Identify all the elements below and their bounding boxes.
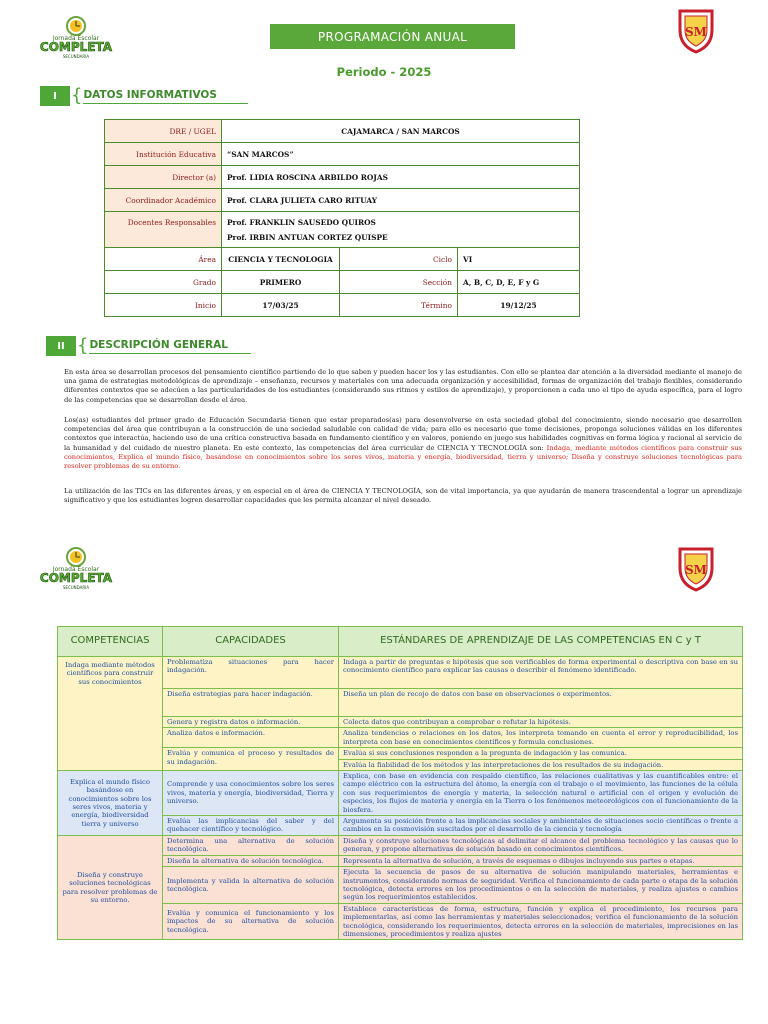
standard-item: Diseña y construye soluciones tecnológicas al delimitar el alcance del problema tecnológico y las causas que lo generan, y propone alternativas de solución basado en conocimientos científicos. [339,835,743,855]
competency-disena: Diseña y construye soluciones tecnológicas para resolver problemas de su entorno. [58,835,163,939]
capacity-item: Diseña la alternativa de solución tecnológica. [163,855,339,866]
period-label: Periodo - 2025 [336,65,432,79]
brace-icon: { [71,85,83,106]
section-number: II [46,336,76,356]
svg-text:COMPLETA: COMPLETA [39,571,113,585]
standard-item: Evalúa si sus conclusiones responden a la pregunta de indagación y las comunica. [339,748,743,759]
teacher-2: Prof. IRBIN ANTUAN CORTEZ QUISPE [227,232,388,242]
school-shield-logo-2 [676,546,716,592]
start-value: 17/03/25 [222,294,340,317]
capacity-item: Evalúa y comunica el proceso y resultados de su indagación. [163,748,339,771]
svg-text:Jornada Escolar: Jornada Escolar [52,566,100,573]
header-estandares: ESTÁNDARES DE APRENDIZAJE DE LAS COMPETENCIAS EN C y T [339,627,743,657]
capacity-item: Diseña estrategias para hacer indagación. [163,689,339,717]
header-competencias: COMPETENCIAS [58,627,163,657]
capacity-item: Evalúa las implicancias del saber y del quehacer científico y tecnológico. [163,816,339,836]
end-value: 19/12/25 [458,294,580,317]
school-program-logo [36,12,116,62]
info-table [104,119,580,317]
coordinator-label: Coordinador Académico [105,189,222,212]
institution-value: “SAN MARCOS” [222,143,580,166]
standard-item: Colecta datos que contribuyan a comprobar o refutar la hipótesis. [339,717,743,728]
capacity-item: Implementa y valida la alternativa de solución tecnológica. [163,867,339,904]
area-value: CIENCIA Y TECNOLOGIA [222,248,340,271]
description-paragraph-2-text: Los(as) estudiantes del primer grado de Educación Secundaria tienen que estar preparados(as) para desenvolverse en esta sociedad global del conocimiento, siendo necesario que desarrollen competencias del área que contribuyan a la construcción de una sociedad saludable con calidad de vida; para ello es necesario que tome decisiones, proponga soluciones válidas en los diferentes contextos que interactúa, haciendo uso de una crítica constructiva basada en fundamento científico y en valores, poniendo en juego sus habilidades cognitivas en forma lógica y racional al servicio de la humanidad y del cuidado de nuestro planeta. En este contexto, las competencias del área curricular de CIENCIA Y TECNOLOGÍA son: [64,416,742,452]
standard-item: Evalúa la fiabilidad de los métodos y las interpretaciones de los resultados de su indagación. [339,759,743,770]
teachers-label: Docentes Responsables [105,212,222,248]
capacity-item: Evalúa y comunica el funcionamiento y los impactos de su alternativa de solución tecnológica. [163,903,339,940]
grade-value: PRIMERO [222,271,340,294]
section-label: Sección [340,271,458,294]
section-descripcion-general [46,336,251,356]
competencies-highlight: Indaga, mediante métodos científicos para construir sus conocimientos, Explica el mundo físico, basándose en conocimientos sobre los seres vivos, materia y energía, biodiversidad, tierra y universo; Diseña y construye soluciones tecnológicas para resolver problemas de su entorno. [64,443,742,471]
start-label: Inicio [105,294,222,317]
section-title: DESCRIPCIÓN GENERAL [89,339,251,354]
section-number: I [40,86,70,106]
cycle-label: Ciclo [340,248,458,271]
competencies-table [57,626,743,940]
brace-icon: { [77,335,89,356]
header-capacidades: CAPACIDADES [163,627,339,657]
standard-item: Indaga a partir de preguntas e hipótesis que son verificables de forma experimental o descriptiva con base en su conocimiento científico para explicar las causas o describir el fenómeno identificado. [339,657,743,689]
standard-item: Ejecuta la secuencia de pasos de su alternativa de solución manipulando materiales, herramientas e instrumentos, considerando normas de seguridad. Verifica el funcionamiento de cada parte o etapa de la solución tecnológica, detecta errores en los procedimientos o en la selección de materiales, y realiza ajustes o cambios según los requerimientos establecidos. [339,867,743,904]
svg-text:COMPLETA: COMPLETA [39,40,113,54]
capacity-item: Analiza datos e información. [163,728,339,748]
section-datos-informativos [40,86,248,106]
coordinator-value: Prof. CLARA JULIETA CARO RITUAY [222,189,580,212]
school-program-logo-2 [36,543,116,593]
section-title: DATOS INFORMATIVOS [83,89,248,104]
description-paragraph-1: En esta área se desarrollan procesos del pensamiento científico partiendo de lo que saben y pueden hacer los y las estudiantes. Con ello se plantea dar atención a la diversidad mediante el manejo de una gama de estrategias metodológicas de aprendizaje – enseñanza, recursos y materiales con una adecuada organización y accesibilidad, formas de organización del trabajo flexibles, considerando diferentes contextos que se adecúen a las particularidades de los estudiantes (considerando sus ritmos y estilos de aprendizaje), y proporcionen a cada uno el tipo de ayuda específica, para el logro de las competencias que se desarrollan desde el área. [64,368,742,404]
end-label: Término [340,294,458,317]
competency-indaga: Indaga mediante métodos científicos para construir sus conocimientos [58,657,163,771]
svg-text:SECUNDARIA: SECUNDARIA [62,54,90,59]
director-value: Prof. LIDIA ROSCINA ARBILDO ROJAS [222,166,580,189]
capacity-item: Determina una alternativa de solución tecnológica. [163,835,339,855]
director-label: Director (a) [105,166,222,189]
standard-item: Representa la alternativa de solución, a través de esquemas o dibujos incluyendo sus partes o etapas. [339,855,743,866]
svg-text:SM: SM [685,25,707,39]
standard-item: Establece características de forma, estructura, función y explica el procedimiento, los recursos para implementarlas, así como las herramientas y materiales seleccionados; verifica el funcionamiento de la solución tecnológica, considerando los requerimientos, detecta errores en la selección de materiales, imprecisiones en las dimensiones, procedimientos y realiza ajustes [339,903,743,940]
area-label: Área [105,248,222,271]
standard-item: Analiza tendencias o relaciones en los datos, los interpreta tomando en cuenta el error y reproducibilidad, los interpreta con base en conocimientos científicos y formula conclusiones. [339,728,743,748]
cycle-value: VI [458,248,580,271]
banner-title: PROGRAMACIÓN ANUAL [270,24,515,49]
institution-label: Institución Educativa [105,143,222,166]
grade-label: Grado [105,271,222,294]
teacher-1: Prof. FRANKLIN SAUSEDO QUIROS [227,217,376,227]
dre-label: DRE / UGEL [105,120,222,143]
description-paragraph-2 [64,416,742,471]
standard-item: Argumenta su posición frente a las implicancias sociales y ambientales de situaciones socio científicas o frente a cambios en la cosmovisión suscitados por el desarrollo de la ciencia y tecnología [339,816,743,836]
standard-item: Explica, con base en evidencia con respaldo científico, las relaciones cualitativas y las cuantificables entre: el campo eléctrico con la estructura del átomo, la energía con el trabajo o el movimiento, las funciones de la célula con sus requerimientos de energía y materia, la selección natural o artificial con el origen y evolución de especies, los flujos de materia y energía en la Tierra o los fenómenos meteorológicos con el funcionamiento de la biosfera. [339,771,743,816]
standard-item: Diseña un plan de recojo de datos con base en observaciones o experimentos. [339,689,743,717]
capacity-item: Problematiza situaciones para hacer indagación. [163,657,339,689]
svg-text:SM: SM [685,563,707,577]
dre-value: CAJAMARCA / SAN MARCOS [222,120,580,143]
svg-text:SECUNDARIA: SECUNDARIA [62,585,90,590]
capacity-item: Genera y registra datos o información. [163,717,339,728]
competency-explica: Explica el mundo físico basándose en conocimientos sobre los seres vivos, materia y energía, biodiversidad tierra y universo [58,771,163,836]
teachers-value [222,212,580,248]
description-paragraph-3: La utilización de las TICs en las diferentes áreas, y en especial en el área de CIENCIA Y TECNOLOGÍA, son de vital importancia, ya que ayudarán de manera trascendental a lograr un aprendizaje significativo y que los estudiantes logren desarrollar capacidades que les permita alcanzar el nivel deseado. [64,487,742,505]
section-value: A, B, C, D, E, F y G [458,271,580,294]
capacity-item: Comprende y usa conocimientos sobre los seres vivos, materia y energía, biodiversidad, Tierra y universo. [163,771,339,816]
school-shield-logo [676,8,716,54]
svg-text:Jornada Escolar: Jornada Escolar [52,35,100,42]
